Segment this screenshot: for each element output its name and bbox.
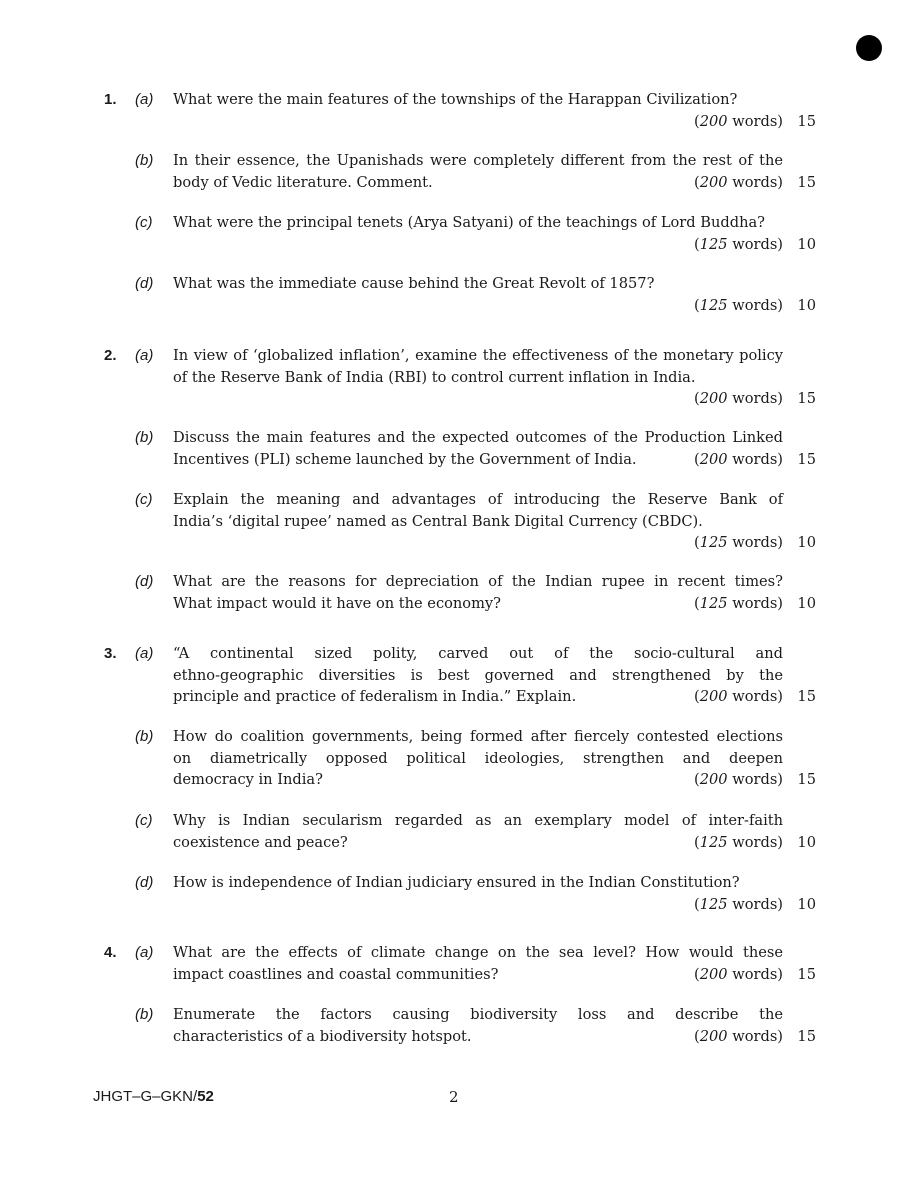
question-part <box>0 345 900 410</box>
text-line-content: Why is Indian secularism regarded as an exemplary model of inter-faith <box>173 812 783 829</box>
question-text <box>173 726 783 791</box>
question-text <box>173 872 783 915</box>
question-part <box>0 643 900 708</box>
word-count: 200 <box>699 1027 728 1045</box>
part-label: (a) <box>135 347 154 364</box>
text-line <box>173 769 783 791</box>
word-unit: words) <box>727 235 783 253</box>
bleed-through-header <box>280 52 520 74</box>
word-count: 200 <box>699 450 728 468</box>
part-label: (a) <box>135 91 154 108</box>
word-count: 125 <box>699 833 728 851</box>
word-limit: (200 words) <box>694 965 783 983</box>
question-text <box>173 345 783 410</box>
marks: 15 <box>797 173 816 191</box>
word-limit: (125 words) <box>694 296 783 314</box>
part-label: (a) <box>135 944 154 961</box>
text-line-content: India’s ‘digital rupee’ named as Central Bank Digital Currency (CBDC). <box>173 512 703 530</box>
part-label: (a) <box>135 645 154 662</box>
text-line <box>173 726 783 748</box>
part-label: (d) <box>135 275 154 292</box>
text-line <box>173 150 783 172</box>
text-line <box>173 964 783 986</box>
word-unit: words) <box>727 390 783 407</box>
text-line-content: In their essence, the Upanishads were completely different from the rest of the <box>173 152 783 169</box>
text-line <box>173 571 783 593</box>
text-line-content: characteristics of a biodiversity hotspot. <box>173 1027 472 1045</box>
text-line <box>173 686 783 708</box>
part-label: (d) <box>135 874 154 891</box>
text-line <box>173 367 783 389</box>
text-line-content: democracy in India? <box>173 771 323 788</box>
question-text <box>173 89 783 132</box>
marks: 10 <box>797 534 816 551</box>
word-count: 125 <box>699 594 728 612</box>
question-text <box>173 571 783 614</box>
text-line <box>173 942 783 964</box>
question-part <box>0 89 900 132</box>
question-text <box>173 942 783 985</box>
text-line-content: In view of ‘globalized inflation’, examine the effectiveness of the monetary policy <box>173 347 783 364</box>
question-text <box>173 810 783 853</box>
question-text <box>173 489 783 554</box>
text-line-content: How is independence of Indian judiciary ensured in the Indian Constitution? <box>173 874 740 891</box>
text-line <box>173 511 783 533</box>
part-label: (c) <box>135 214 153 231</box>
marks: 15 <box>797 688 816 705</box>
word-limit: (200 words) <box>694 1027 783 1045</box>
question-text <box>173 273 783 316</box>
question-part <box>0 571 900 614</box>
text-line-content: Explain the meaning and advantages of introducing the Reserve Bank of <box>173 491 783 508</box>
text-line <box>173 449 783 471</box>
question-part <box>0 212 900 255</box>
text-line <box>173 748 783 770</box>
question-number: 1. <box>104 91 117 108</box>
text-line-content: Discuss the main features and the expected outcomes of the Production Linked <box>173 429 783 446</box>
question-text <box>173 1004 783 1047</box>
text-line <box>173 832 783 854</box>
word-unit: words) <box>727 534 783 551</box>
question-text <box>173 427 783 470</box>
word-unit: words) <box>727 594 783 612</box>
question-number: 2. <box>104 347 117 364</box>
text-line-content: Enumerate the factors causing biodiversity loss and describe the <box>173 1006 783 1023</box>
question-part <box>0 150 900 193</box>
part-label: (c) <box>135 491 153 508</box>
text-line <box>173 427 783 449</box>
marks: 10 <box>797 594 816 612</box>
paper-code: JHGT–G–GKN/52 <box>93 1088 214 1105</box>
word-limit: (200 words) <box>694 112 783 130</box>
word-count: 200 <box>699 965 728 983</box>
part-label: (b) <box>135 1006 154 1023</box>
word-limit: (200 words) <box>694 688 783 705</box>
word-unit: words) <box>727 112 783 130</box>
question-part <box>0 489 900 554</box>
word-count: 200 <box>699 390 728 407</box>
word-unit: words) <box>727 1027 783 1045</box>
word-count: 200 <box>699 688 728 705</box>
word-count: 125 <box>699 895 728 913</box>
word-limit: (125 words) <box>694 534 783 551</box>
part-label: (b) <box>135 152 154 169</box>
marks: 15 <box>797 390 816 407</box>
word-unit: words) <box>727 771 783 788</box>
text-line-content: What was the immediate cause behind the Great Revolt of 1857? <box>173 275 655 292</box>
marks: 15 <box>797 1027 816 1045</box>
text-line-content: on diametrically opposed political ideologies, strengthen and deepen <box>173 749 783 767</box>
text-line <box>173 89 783 111</box>
text-line-content: What were the principal tenets (Arya Satyani) of the teachings of Lord Buddha? <box>173 214 765 231</box>
text-line <box>173 489 783 511</box>
marks: 15 <box>797 112 816 130</box>
word-limit: (125 words) <box>694 833 783 851</box>
marks: 15 <box>797 771 816 788</box>
word-count: 125 <box>699 534 728 551</box>
text-line <box>173 1004 783 1026</box>
text-line-content: principle and practice of federalism in India.” Explain. <box>173 688 577 705</box>
question-part <box>0 1004 900 1047</box>
marks: 10 <box>797 895 816 913</box>
text-line <box>173 172 783 194</box>
word-count: 200 <box>699 112 728 130</box>
question-part <box>0 810 900 853</box>
marks: 10 <box>797 296 816 314</box>
text-line-content: ethno-geographic diversities is best governed and strengthened by the <box>173 666 783 684</box>
word-limit: (200 words) <box>694 173 783 191</box>
question-text <box>173 150 783 193</box>
word-count: 125 <box>699 235 728 253</box>
word-limit: (200 words) <box>694 450 783 468</box>
text-line-content: Incentives (PLI) scheme launched by the Government of India. <box>173 450 637 468</box>
text-line-content: impact coastlines and coastal communities? <box>173 965 499 983</box>
word-limit: (125 words) <box>694 235 783 253</box>
text-line <box>173 593 783 615</box>
text-line <box>173 810 783 832</box>
part-label: (b) <box>135 728 154 745</box>
word-limit: (125 words) <box>694 895 783 913</box>
word-limit: (125 words) <box>694 594 783 612</box>
question-part <box>0 726 900 791</box>
text-line-content: What were the main features of the townships of the Harappan Civilization? <box>173 91 738 108</box>
word-count: 200 <box>699 771 728 788</box>
marks: 10 <box>797 235 816 253</box>
text-line <box>173 872 783 894</box>
part-label: (b) <box>135 429 154 446</box>
text-line-content: What impact would it have on the economy? <box>173 594 501 612</box>
part-label: (d) <box>135 573 154 590</box>
page-corner-dot <box>856 35 882 61</box>
marks: 15 <box>797 450 816 468</box>
question-text <box>173 643 783 708</box>
word-limit: (200 words) <box>694 771 783 788</box>
text-line-content: of the Reserve Bank of India (RBI) to control current inflation in India. <box>173 368 696 386</box>
text-line-content: “A continental sized polity, carved out of the socio-cultural and <box>173 645 783 662</box>
text-line <box>173 1026 783 1048</box>
word-unit: words) <box>727 296 783 314</box>
question-number: 3. <box>104 645 117 662</box>
text-line <box>173 665 783 687</box>
word-unit: words) <box>727 833 783 851</box>
question-part <box>0 427 900 470</box>
text-line-content: How do coalition governments, being formed after fiercely contested elections <box>173 728 783 745</box>
word-unit: words) <box>727 688 783 705</box>
text-line <box>173 212 783 234</box>
word-count: 200 <box>699 173 728 191</box>
page-number: 2 <box>449 1088 459 1106</box>
text-line <box>173 643 783 665</box>
word-unit: words) <box>727 450 783 468</box>
word-count: 125 <box>699 296 728 314</box>
question-part <box>0 942 900 985</box>
text-line-content: body of Vedic literature. Comment. <box>173 173 433 191</box>
word-unit: words) <box>727 173 783 191</box>
text-line-content: What are the effects of climate change on the sea level? How would these <box>173 944 783 961</box>
text-line-content: coexistence and peace? <box>173 833 348 851</box>
word-unit: words) <box>727 965 783 983</box>
word-limit: (200 words) <box>694 390 783 407</box>
question-part <box>0 273 900 316</box>
question-part <box>0 872 900 915</box>
part-label: (c) <box>135 812 153 829</box>
question-number: 4. <box>104 944 117 961</box>
marks: 15 <box>797 965 816 983</box>
question-text <box>173 212 783 255</box>
text-line <box>173 273 783 295</box>
text-line <box>173 345 783 367</box>
word-unit: words) <box>727 895 783 913</box>
text-line-content: What are the reasons for depreciation of the Indian rupee in recent times? <box>173 573 783 590</box>
marks: 10 <box>797 833 816 851</box>
